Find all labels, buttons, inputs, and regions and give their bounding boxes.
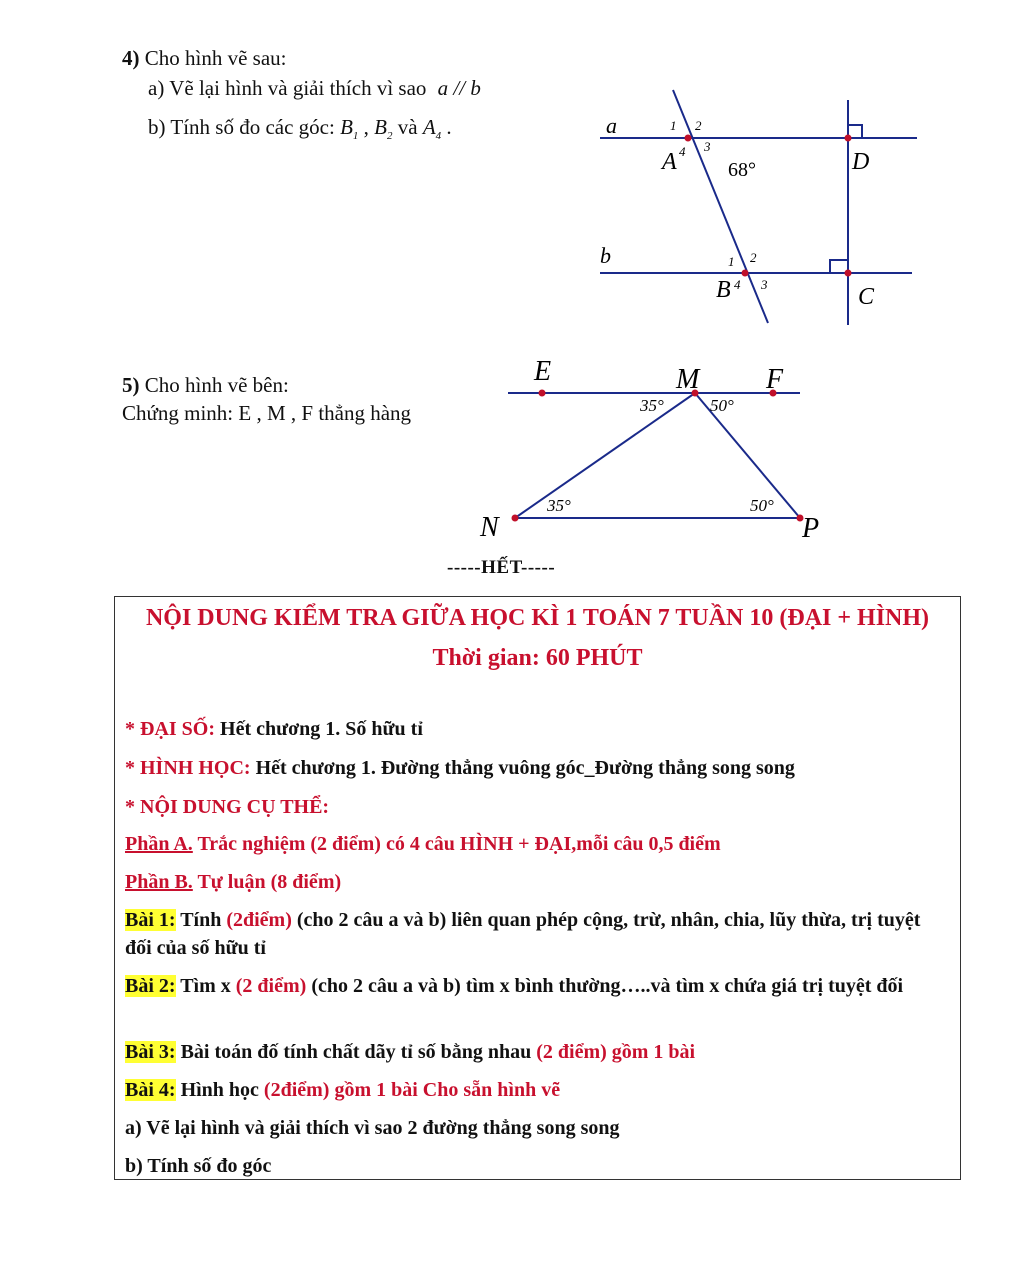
angle-m-right: 50°: [710, 396, 734, 415]
a-label-1: 1: [670, 118, 677, 133]
box-title: NỘI DUNG KIỂM TRA GIỮA HỌC KÌ 1 TOÁN 7 TUẦN 10 (ĐẠI + HÌNH): [145, 605, 930, 631]
a-label-4: 4: [679, 144, 686, 159]
angle-a4: $A_4$: [422, 115, 442, 143]
a-label-3: 3: [704, 139, 711, 154]
point-c-dot: [845, 270, 852, 277]
bai1-points: (2điểm): [226, 909, 292, 931]
bai1-pre: Tính: [175, 909, 227, 931]
phan-b-line: [125, 868, 938, 896]
label-line-a: a: [606, 113, 617, 138]
label-point-c: C: [858, 284, 875, 310]
phan-a-text: Trắc nghiệm (2 điểm) có 4 câu HÌNH + ĐẠI,mỗi câu 0,5 điểm: [192, 833, 721, 855]
angle-68: 68°: [728, 159, 756, 181]
q5-number: 5): [122, 373, 140, 397]
item-b: b) Tính số đo góc: [125, 1155, 272, 1177]
item-a: a) Vẽ lại hình và giải thích vì sao 2 đường thẳng song song: [125, 1117, 620, 1139]
end-marker: -----HẾT-----: [447, 557, 556, 578]
bai2-label: Bài 2:: [125, 975, 176, 997]
angle-p: 50°: [750, 496, 774, 515]
box-time: Thời gian: 60 PHÚT: [432, 645, 643, 671]
q4-part-a: [148, 74, 481, 102]
point-d-dot: [845, 135, 852, 142]
point-e-dot: [539, 390, 546, 397]
label-n: N: [480, 512, 499, 543]
q4-title-line: [122, 44, 287, 72]
point-n-dot: [512, 515, 519, 522]
dai-so-label: * ĐẠI SỐ:: [125, 718, 216, 740]
angle-b1: $B_1$: [340, 115, 359, 143]
bai3-pre: Bài toán đố tính chất dãy tỉ số bằng nhau: [175, 1041, 537, 1063]
label-line-b: b: [600, 243, 611, 268]
label-point-d: D: [852, 149, 870, 175]
bai4-points: (2điểm) gồm 1 bài Cho sẵn hình vẽ: [263, 1079, 561, 1101]
bai3-label: Bài 3:: [125, 1041, 176, 1063]
point-a-dot: [685, 135, 692, 142]
label-f: F: [766, 364, 784, 395]
q5-prove: Chứng minh: E , M , F thẳng hàng: [122, 401, 412, 425]
q4-part-b: b) Tính số đo các góc: $B_1$ , $B_2$ và $A_4$ .: [148, 115, 452, 143]
q5-title-line: [122, 371, 289, 399]
bai1-label: Bài 1:: [125, 909, 176, 931]
bai4-label: Bài 4:: [125, 1079, 176, 1101]
phan-b-label: Phần B.: [125, 871, 193, 893]
label-e: E: [534, 356, 552, 387]
bai2-text: (cho 2 câu a và b) tìm x bình thường…..và tìm x chứa giá trị tuyệt đối: [306, 975, 904, 997]
bai3-points: (2 điểm) gồm 1 bài: [536, 1041, 696, 1063]
q4-b-text: Tính số đo các góc:: [170, 115, 335, 139]
bai2-pre: Tìm x: [175, 975, 236, 997]
q5-title: Cho hình vẽ bên:: [144, 373, 289, 397]
dai-so-line: [125, 715, 938, 743]
q5-figure: [470, 355, 840, 550]
angle-n: 35°: [547, 496, 571, 515]
phan-a-label: Phần A.: [125, 833, 193, 855]
phan-b-text: Tự luận (8 điểm): [192, 871, 342, 893]
hinh-hoc-label: * HÌNH HỌC:: [125, 757, 251, 779]
content-box: [114, 596, 961, 1180]
b-label-2: 2: [750, 250, 757, 265]
q4-title: Cho hình vẽ sau:: [144, 46, 287, 70]
bai3-line: [125, 1038, 938, 1066]
phan-a-line: [125, 830, 938, 858]
dai-so-text: Hết chương 1. Số hữu tỉ: [215, 718, 423, 740]
q4-a-label: a): [148, 76, 165, 100]
q4-b-label: b): [148, 115, 166, 139]
angle-b2: $B_2$: [374, 115, 393, 143]
bai1-text: (cho 2 câu a và b) liên quan phép cộng, trừ, nhân, chia, lũy thừa, trị tuyệt đối của số hữu tỉ: [125, 909, 921, 959]
bai2-points: (2 điểm): [235, 975, 307, 997]
hinh-hoc-line: [125, 754, 938, 782]
label-p: P: [802, 513, 820, 544]
hinh-hoc-text: Hết chương 1. Đường thẳng vuông góc_Đường thẳng song song: [250, 757, 795, 779]
bai1-line: [125, 906, 938, 962]
label-point-b: B: [716, 277, 731, 303]
segment-mn: [515, 393, 695, 518]
b-label-4: 4: [734, 277, 741, 292]
q4-and: và: [397, 115, 418, 139]
b-label-1: 1: [728, 254, 735, 269]
noi-dung-label: * NỘI DUNG CỤ THỂ:: [125, 796, 330, 818]
a-label-2: 2: [695, 118, 702, 133]
label-point-a: A: [662, 149, 677, 175]
bai4-line: [125, 1076, 938, 1104]
q4-a-rel: a // b: [437, 76, 481, 100]
b-label-3: 3: [761, 277, 768, 292]
label-m: M: [676, 364, 700, 395]
point-b-dot: [742, 270, 749, 277]
bai4-pre: Hình học: [175, 1079, 264, 1101]
bai2-line: [125, 972, 938, 1000]
angle-m-left: 35°: [640, 396, 664, 415]
q4-number: 4): [122, 46, 140, 70]
q4-figure: [590, 85, 930, 330]
q4-a-text: Vẽ lại hình và giải thích vì sao: [169, 76, 427, 100]
